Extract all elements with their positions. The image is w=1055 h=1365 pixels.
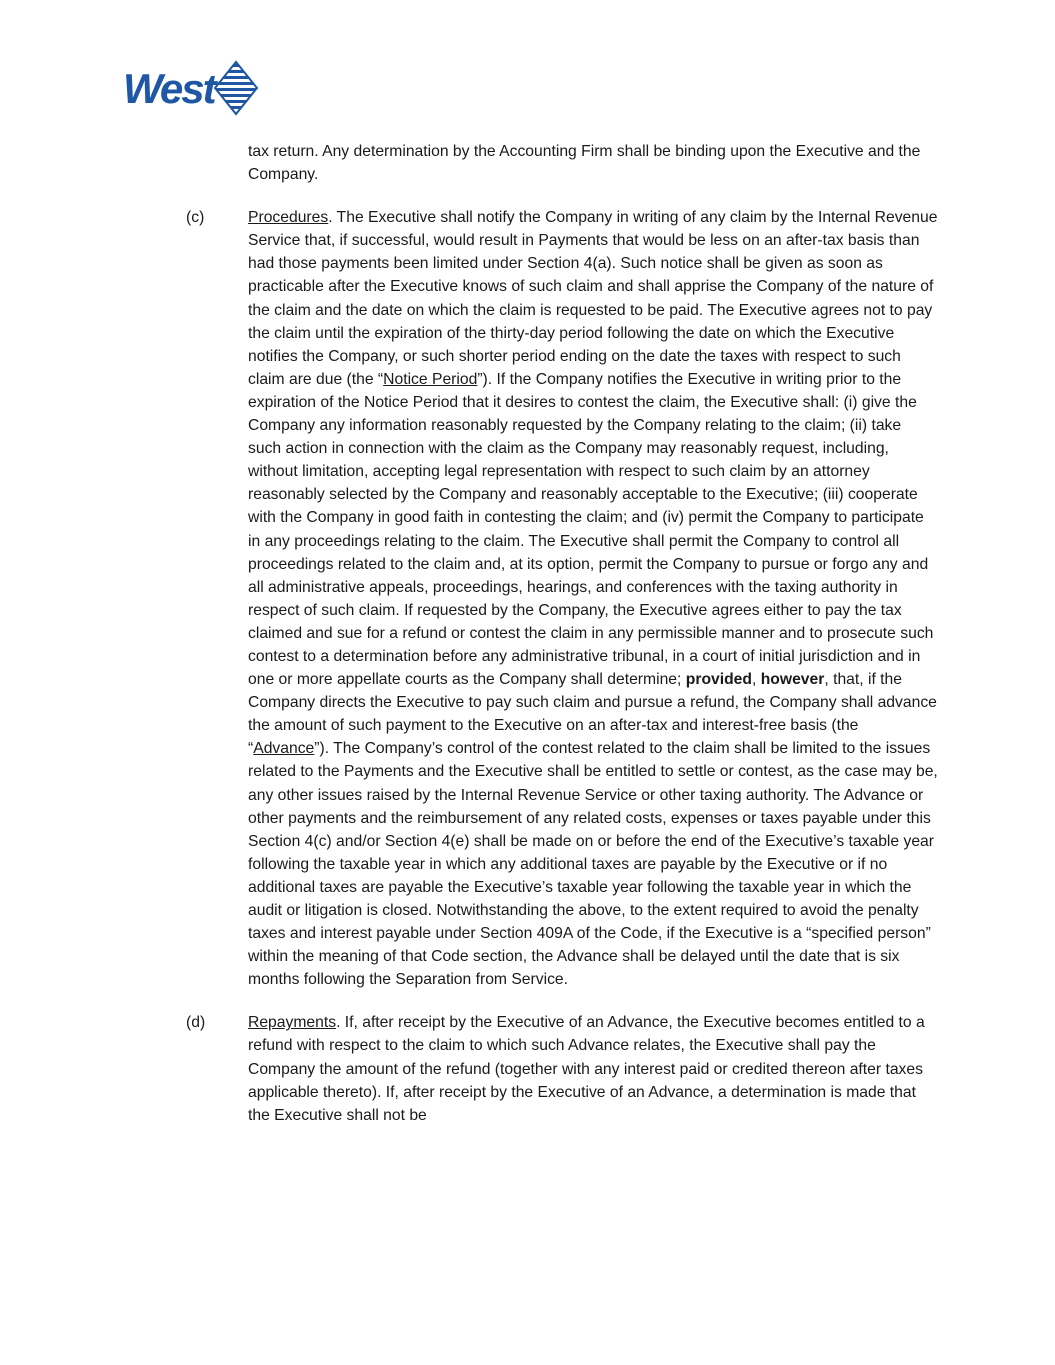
section-c-comma: , [752, 671, 761, 689]
company-logo [123, 60, 263, 120]
defined-term-notice-period: Notice Period [383, 370, 478, 388]
section-c-heading: Procedures [248, 209, 329, 227]
section-d-label: (d) [186, 1014, 206, 1032]
defined-term-advance: Advance [253, 740, 315, 758]
diamond-stripes-icon [213, 60, 259, 116]
section-c-part4: ”). The Company’s control of the contest related to the claim shall be limited to the issues related to the Payments and the Executive shall be entitled to settle or contest, as the case may be, any other issues raised by the Internal Revenue Service or other taxing authority. The Advance or other payments and the reimbursement of any related costs, expenses or taxes payable under this Section 4(c) and/or Section 4(e) shall be made on or before the end of the Executive’s taxable year following the taxable year in which any additional taxes are payable by the Executive or if no additional taxes are payable the Executive’s taxable year following the taxable year in which the audit or litigation is closed. Notwithstanding the above, to the extent required to avoid the penalty taxes and interest payable under Section 409A of the Code, if the Executive is a “specified person” within the meaning of that Code section, the Advance shall be delayed until the date that is six months following the Separation from Service. [248, 740, 938, 989]
document-body [0, 140, 1055, 1127]
section-c-part1: . The Executive shall notify the Company in writing of any claim by the Internal Revenue Service that, if successful, would result in Payments that would be less on an after-tax basis than had those payments been limited under Section 4(a). Such notice shall be given as soon as practicable after the Executive knows of such claim and shall apprise the Company of the nature of the claim and the date on which the claim is requested to be paid. The Executive agrees not to pay the claim until the expiration of the thirty-day period following the date on which the Executive notifies the Company, or such shorter period ending on the date the taxes with respect to such claim are due (the “ [248, 209, 938, 388]
section-d-text [248, 1011, 938, 1126]
logo-wordmark: West [123, 65, 215, 112]
bold-however: however [760, 671, 825, 689]
continuation-paragraph: tax return. Any determination by the Accounting Firm shall be binding upon the Executive and the Company. [248, 143, 921, 184]
section-c-text [248, 206, 938, 991]
section-d [0, 1011, 1055, 1126]
section-c-label: (c) [186, 209, 205, 227]
section-d-body: . If, after receipt by the Executive of an Advance, the Executive becomes entitled to a refund with respect to the claim to which such Advance relates, the Executive shall pay the Company the amount of the refund (together with any interest paid or credited thereon after taxes applicable thereto). If, after receipt by the Executive of an Advance, a determination is made that the Executive shall not be [248, 1014, 925, 1124]
section-c-part2: ”). If the Company notifies the Executive in writing prior to the expiration of the Notice Period that it desires to contest the claim, the Executive shall: (i) give the Company any information reasonably requested by the Company relating to the claim; (ii) take such action in connection with the claim as the Company may reasonably request, including, without limitation, accepting legal representation with respect to such claim by an attorney reasonably selected by the Company and reasonably acceptable to the Executive; (iii) cooperate with the Company in good faith in contesting the claim; and (iv) permit the Company to participate in any proceedings relating to the claim. The Executive shall permit the Company to control all proceedings related to the claim and, at its option, permit the Company to pursue or forgo any and all administrative appeals, proceedings, hearings, and conferences with the taxing authority in respect of such claim. If requested by the Company, the Executive agrees either to pay the tax claimed and sue for a refund or contest the claim in any permissible manner and to prosecute such contest to a determination before any administrative tribunal, in a court of initial jurisdiction and in one or more appellate courts as the Company shall determine; [248, 370, 934, 689]
section-c-part3: , that, if the Company directs the Executive to pay such claim and pursue a refund, the Company shall advance the amount of such payment to the Executive on an after-tax and interest-free basis (the “ [248, 671, 937, 758]
bold-provided: provided [685, 671, 752, 689]
section-d-heading: Repayments [248, 1014, 337, 1032]
section-c [0, 206, 1055, 991]
